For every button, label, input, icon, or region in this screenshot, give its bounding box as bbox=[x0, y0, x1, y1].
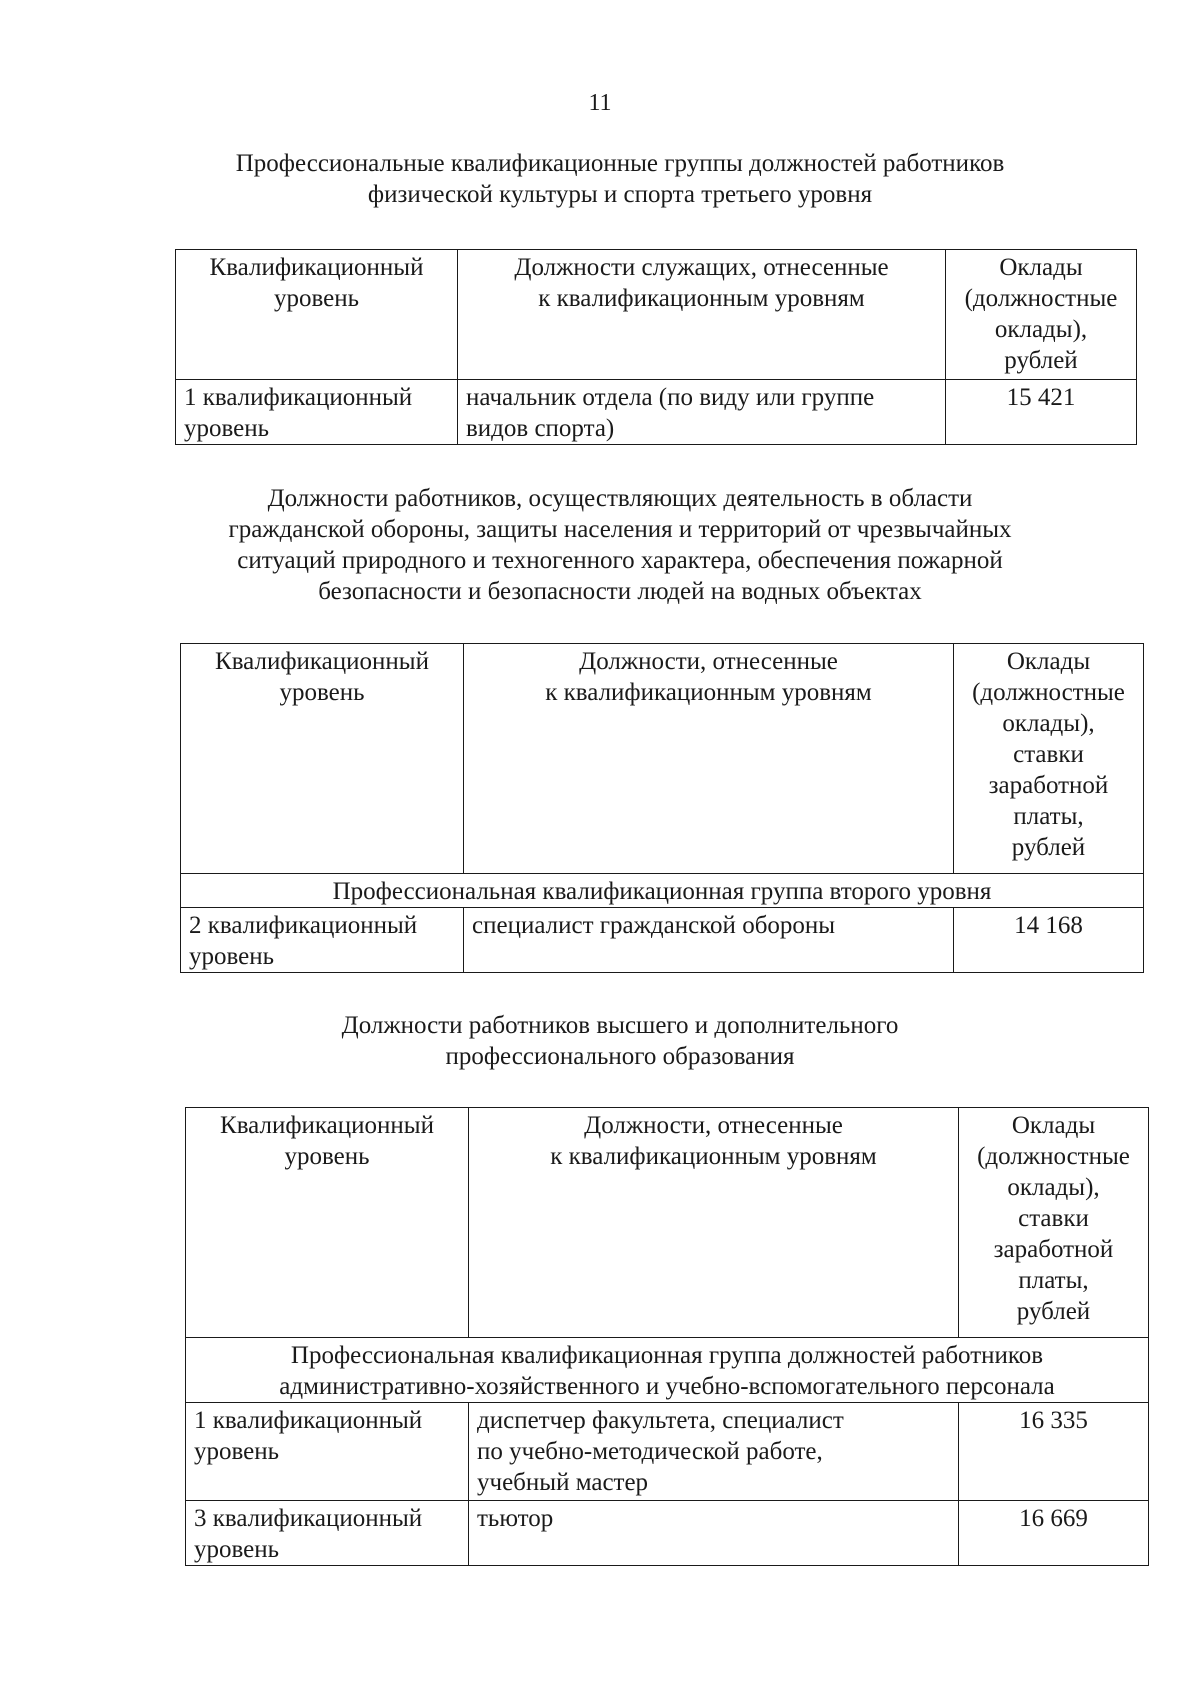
cell-positions: начальник отдела (по виду или группе видов спорта) bbox=[458, 380, 946, 445]
group-title: Профессиональная квалификационная группа второго уровня bbox=[181, 874, 1144, 908]
cell-salary: 15 421 bbox=[946, 380, 1137, 445]
cell-salary: 16 669 bbox=[959, 1501, 1149, 1566]
table-header-row bbox=[176, 250, 1137, 380]
cell-positions: тьютор bbox=[469, 1501, 959, 1566]
heading-line: безопасности и безопасности людей на водных объектах bbox=[318, 578, 922, 605]
heading-line: гражданской обороны, защиты населения и территорий от чрезвычайных bbox=[228, 516, 1012, 543]
table-row bbox=[186, 1403, 1149, 1501]
heading-line: профессионального образования bbox=[445, 1043, 795, 1070]
salary-table-sport bbox=[175, 249, 1137, 445]
salary-table-higher-education bbox=[185, 1107, 1149, 1566]
heading-line: Должности работников высшего и дополнительного bbox=[341, 1012, 899, 1039]
heading-line: физической культуры и спорта третьего уровня bbox=[367, 181, 873, 208]
table-row bbox=[186, 1501, 1149, 1566]
header-level: Квалификационный уровень bbox=[186, 1108, 469, 1338]
group-title-row bbox=[181, 874, 1144, 908]
cell-positions: диспетчер факультета, специалист по учебно-методической работе, учебный мастер bbox=[469, 1403, 959, 1501]
cell-level: 1 квалификационный уровень bbox=[186, 1403, 469, 1501]
section-heading-civil-defense bbox=[170, 483, 1070, 607]
heading-line: Профессиональные квалификационные группы должностей работников bbox=[235, 150, 1005, 177]
header-positions: Должности, отнесенные к квалификационным уровням bbox=[469, 1108, 959, 1338]
header-salary: Оклады (должностные оклады), ставки заработной платы, рублей bbox=[959, 1108, 1149, 1338]
group-title: Профессиональная квалификационная группа должностей работников административно-хозяйственного и учебно-вспомогательного персонала bbox=[186, 1338, 1149, 1403]
cell-salary: 16 335 bbox=[959, 1403, 1149, 1501]
salary-table-civil-defense bbox=[180, 643, 1144, 973]
section-heading-sport bbox=[170, 148, 1070, 210]
section-heading-higher-education bbox=[170, 1010, 1070, 1072]
cell-level: 3 квалификационный уровень bbox=[186, 1501, 469, 1566]
group-title-row bbox=[186, 1338, 1149, 1403]
header-level: Квалификационный уровень bbox=[176, 250, 458, 380]
header-level: Квалификационный уровень bbox=[181, 644, 464, 874]
cell-level: 1 квалификационный уровень bbox=[176, 380, 458, 445]
header-positions: Должности служащих, отнесенные к квалификационным уровням bbox=[458, 250, 946, 380]
heading-line: Должности работников, осуществляющих деятельность в области bbox=[267, 485, 973, 512]
table-header-row bbox=[186, 1108, 1149, 1338]
heading-line: ситуаций природного и техногенного характера, обеспечения пожарной bbox=[237, 547, 1003, 574]
table-row bbox=[176, 380, 1137, 445]
cell-salary: 14 168 bbox=[954, 908, 1144, 973]
cell-positions: специалист гражданской обороны bbox=[464, 908, 954, 973]
table-header-row bbox=[181, 644, 1144, 874]
page-number: 11 bbox=[588, 90, 612, 116]
table-row bbox=[181, 908, 1144, 973]
header-salary: Оклады (должностные оклады), ставки заработной платы, рублей bbox=[954, 644, 1144, 874]
header-salary: Оклады (должностные оклады), рублей bbox=[946, 250, 1137, 380]
cell-level: 2 квалификационный уровень bbox=[181, 908, 464, 973]
header-positions: Должности, отнесенные к квалификационным уровням bbox=[464, 644, 954, 874]
